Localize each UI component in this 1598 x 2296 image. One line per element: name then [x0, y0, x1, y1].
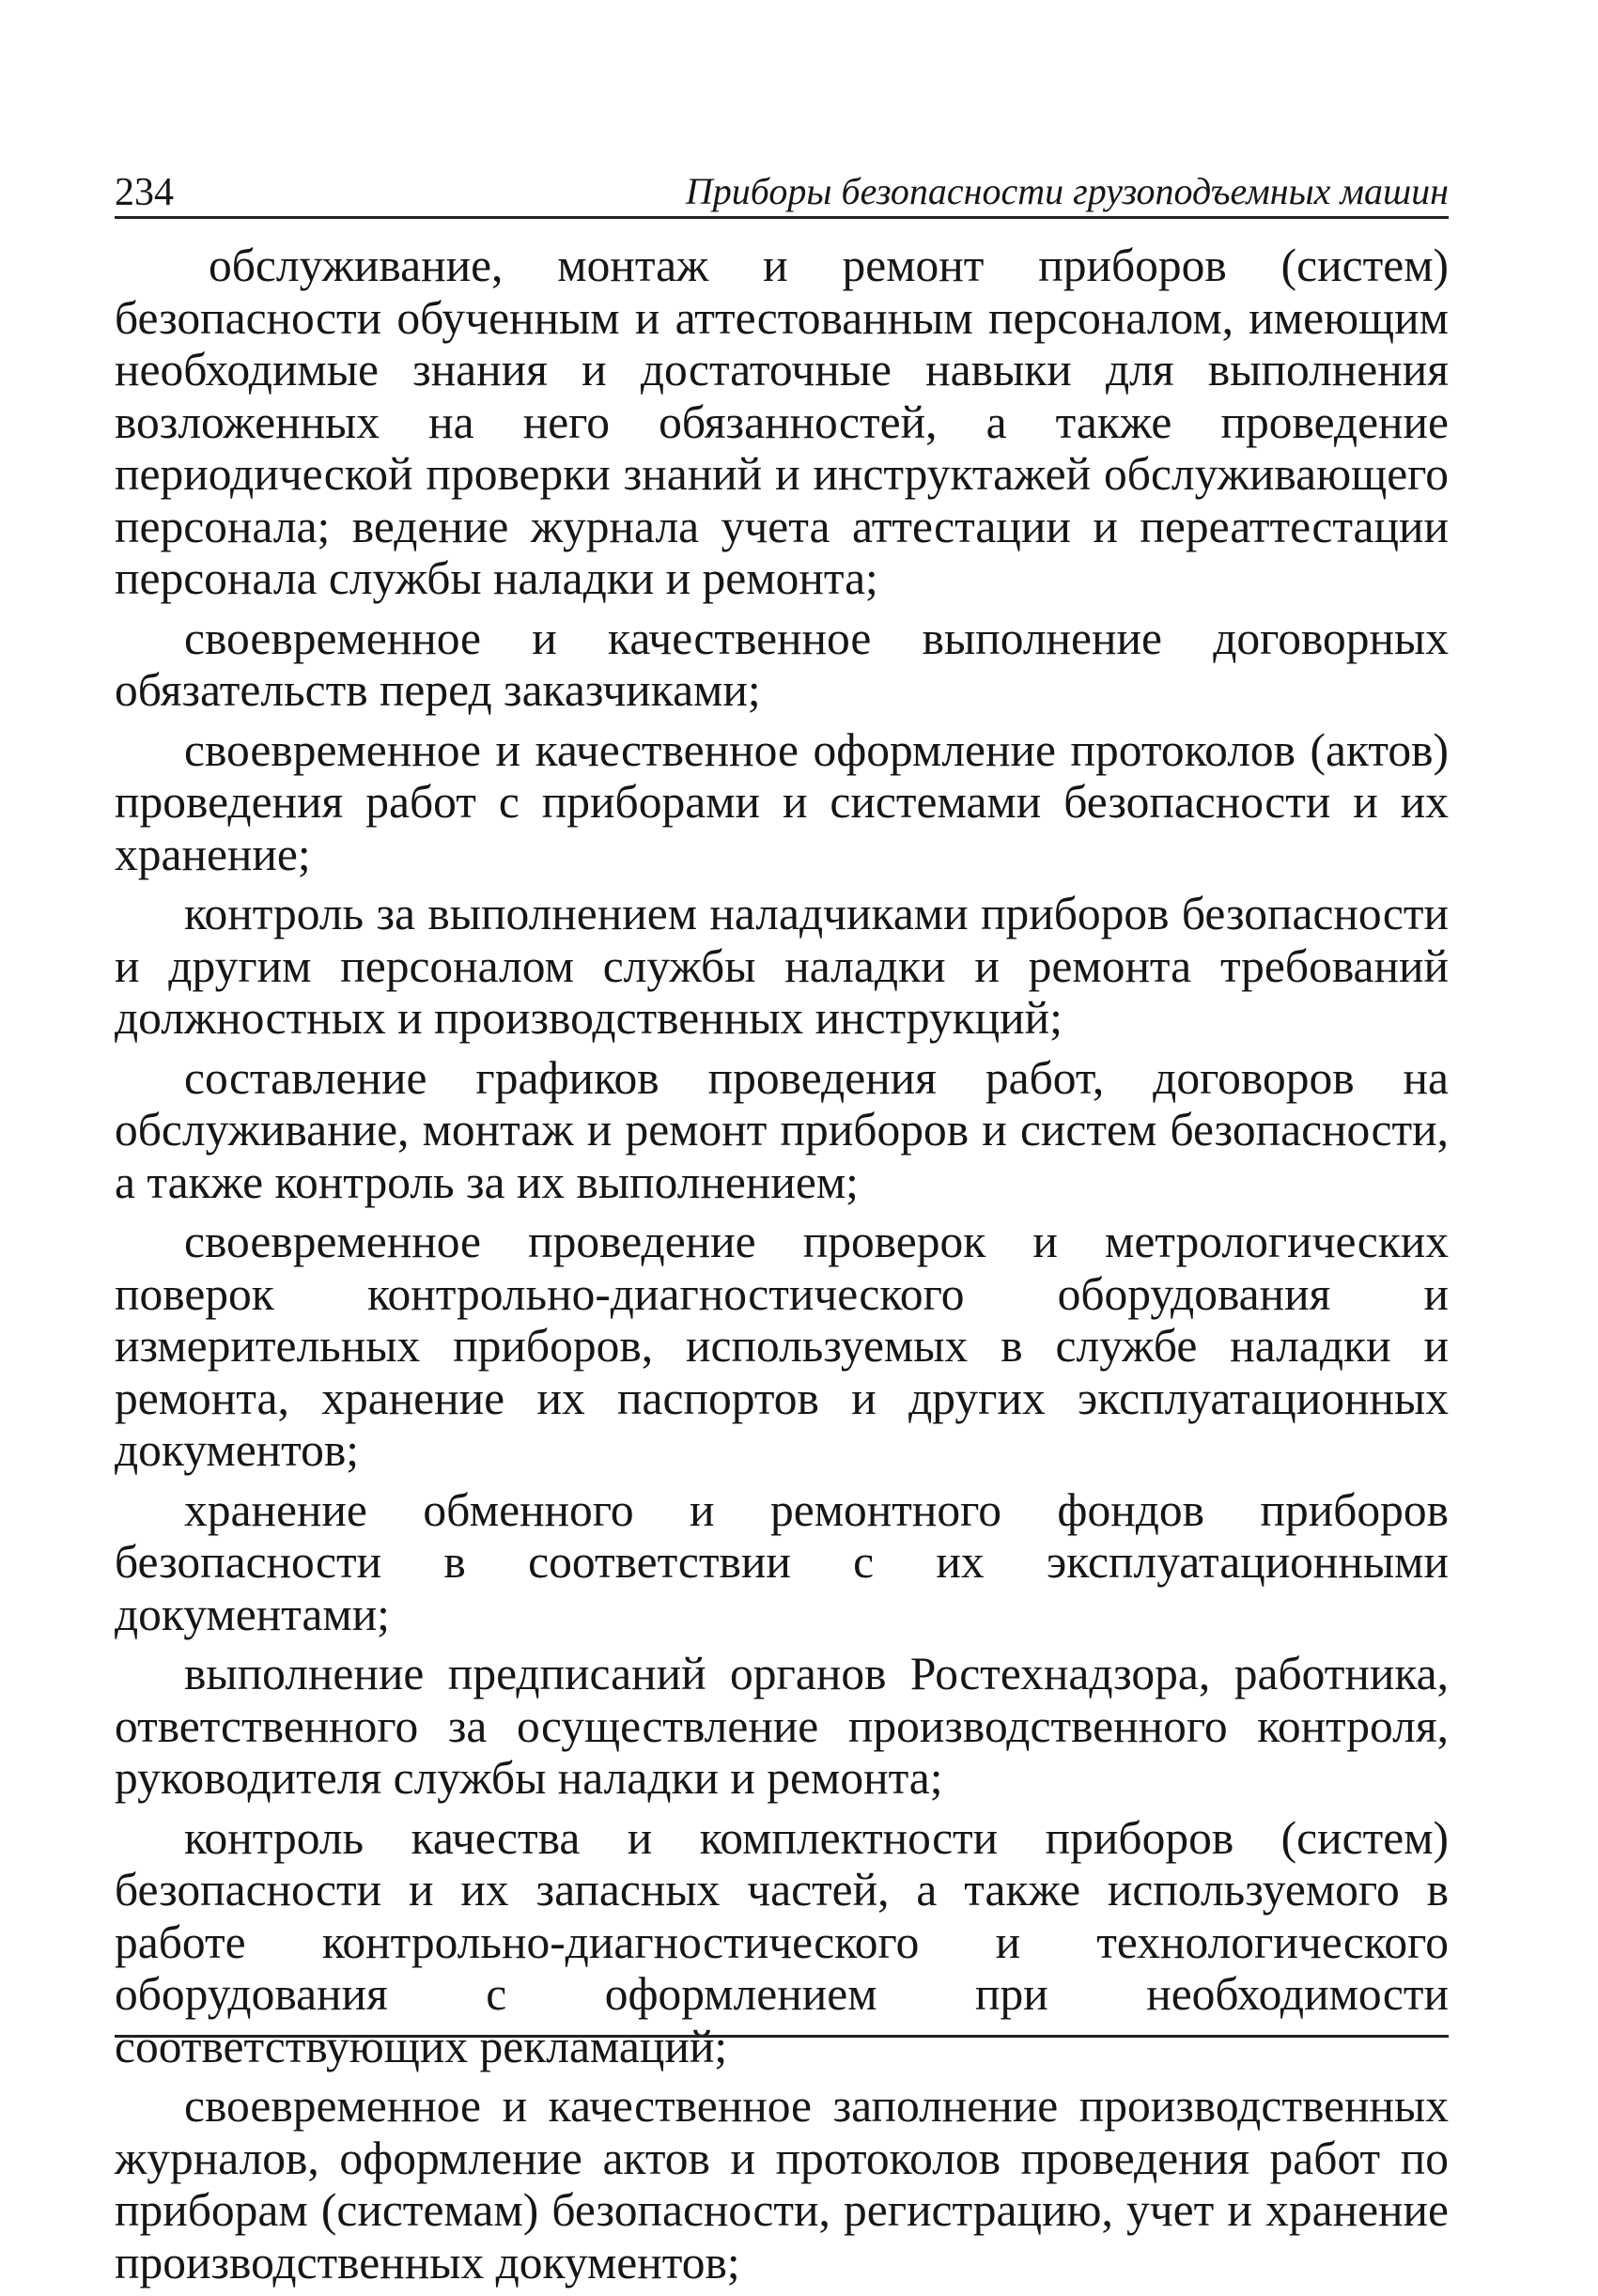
page-header	[115, 165, 1449, 219]
paragraph: обслуживание, монтаж и ремонт приборов (систем) безопасности обученным и аттестованным персоналом, имеющим необходимые знания и достаточные навыки для выполнения возложенных на него обязанностей, а также проведение периодической проверки знаний и инструктажей обслуживающего персонала; ведение журнала учета аттестации и переаттестации персонала службы наладки и ремонта;	[115, 240, 1449, 604]
body-text	[115, 240, 1449, 2296]
footer-rule	[115, 2035, 1449, 2038]
paragraph: контроль качества и комплектности приборов (систем) безопасности и их запасных частей, а также используемого в работе контрольно-диагностического и технологического оборудования с оформлением при необходимости соответствующих рекламаций;	[115, 1811, 1449, 2072]
paragraph: контроль за выполнением наладчиками приборов безопасности и другим персоналом службы наладки и ремонта требований должностных и производственных инструкций;	[115, 888, 1449, 1044]
running-title: Приборы безопасности грузоподъемных машин	[685, 170, 1449, 212]
paragraph: своевременное проведение проверок и метрологических поверок контрольно-диагностического оборудования и измерительных приборов, используемых в службе наладки и ремонта, хранение их паспортов и других эксплуатационных документов;	[115, 1216, 1449, 1476]
paragraph: составление графиков проведения работ, договоров на обслуживание, монтаж и ремонт приборов и систем безопасности, а также контроль за их выполнением;	[115, 1051, 1449, 1208]
paragraph: выполнение предписаний органов Ростехнадзора, работника, ответственного за осуществление производственного контроля, руководителя службы наладки и ремонта;	[115, 1648, 1449, 1804]
page-number: 234	[115, 171, 174, 214]
paragraph: своевременное и качественное выполнение договорных обязательств перед заказчиками;	[115, 612, 1449, 716]
paragraph: своевременное и качественное оформление протоколов (актов) проведения работ с приборами и системами безопасности и их хранение;	[115, 723, 1449, 880]
paragraph: своевременное и качественное заполнение производственных журналов, оформление актов и протоколов проведения работ по приборам (системам) безопасности, регистрацию, учет и хранение производственных документов;	[115, 2080, 1449, 2288]
paragraph: хранение обменного и ремонтного фондов приборов безопасности в соответствии с их эксплуатационными документами;	[115, 1483, 1449, 1640]
